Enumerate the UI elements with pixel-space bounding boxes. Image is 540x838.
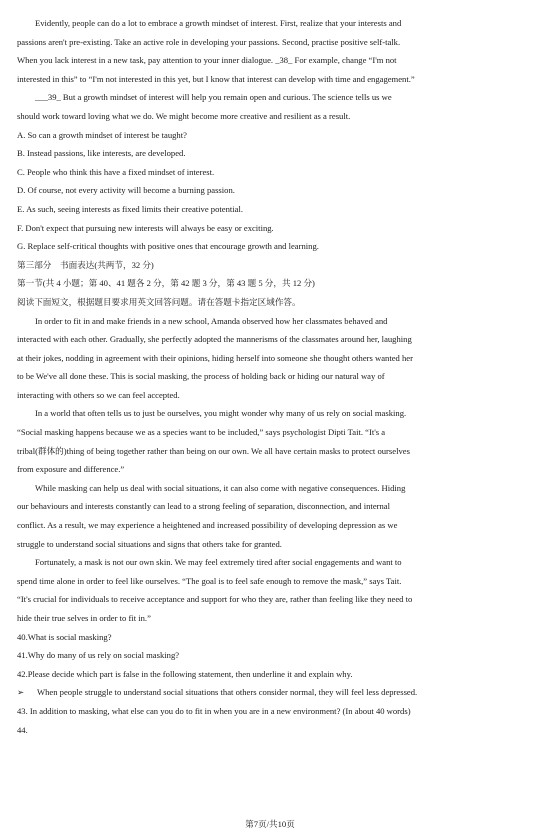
text-line xyxy=(17,219,517,238)
line-text: spend time alone in order to feel like ourselves. “The goal is to feel safe enough to remove the mask,” says Tait. xyxy=(17,575,402,586)
line-text: passions aren't pre-existing. Take an active role in developing your passions. Second, practise positive self-talk. xyxy=(17,36,401,47)
line-text: interacting with others so we can feel accepted. xyxy=(17,389,180,400)
line-text: from exposure and difference.” xyxy=(17,464,125,475)
line-text: tribal(群体的)thing of being together rather than being on our own. We all have certain masks to protect ourselves xyxy=(17,445,410,456)
line-text: Evidently, people can do a lot to embrace a growth mindset of interest. First, realize that your interests and xyxy=(35,18,402,28)
text-line xyxy=(17,200,517,219)
text-line xyxy=(17,683,517,702)
text-line xyxy=(17,497,517,516)
line-text: A. So can a growth mindset of interest be taught? xyxy=(17,129,187,140)
line-text: interacted with each other. Gradually, she perfectly adopted the mannerisms of the classmates around her, laughing xyxy=(17,334,412,345)
line-text: our behaviours and interests constantly can lead to a strong feeling of separation, disconnection, and internal xyxy=(17,501,390,512)
text-line xyxy=(17,51,517,70)
line-text: ___39_ But a growth mindset of interest will help you remain open and curious. The science tells us we xyxy=(35,92,392,103)
line-text: G. Replace self-critical thoughts with positive ones that encourage growth and learning. xyxy=(17,241,319,252)
text-line xyxy=(17,367,517,386)
text-line xyxy=(17,126,517,145)
line-text: C. People who think this have a fixed mindset of interest. xyxy=(17,166,215,177)
text-line xyxy=(17,293,517,312)
text-line xyxy=(17,237,517,256)
text-line xyxy=(17,386,517,405)
line-text: F. Don't expect that pursuing new interests will always be easy or exciting. xyxy=(17,222,274,233)
text-line xyxy=(17,349,517,368)
text-line xyxy=(17,404,517,423)
line-text: 40.What is social masking? xyxy=(17,631,112,642)
text-line xyxy=(17,256,517,275)
text-line xyxy=(17,33,517,52)
line-text: should work toward loving what we do. We might become more creative and resilient as a result. xyxy=(17,110,351,121)
text-line xyxy=(17,274,517,293)
line-text: 第三部分 书面表达(共两节，32 分) xyxy=(17,259,154,270)
line-text: 阅读下面短文，根据题目要求用英文回答问题。请在答题卡指定区域作答。 xyxy=(17,296,301,307)
text-line xyxy=(17,535,517,554)
text-line xyxy=(17,665,517,684)
text-line xyxy=(17,516,517,535)
line-text: Fortunately, a mask is not our own skin. We may feel extremely tired after social engagements and want to xyxy=(35,557,402,568)
line-text: 第一节(共 4 小题；第 40、41 题各 2 分，第 42 题 3 分，第 43 题 5 分，共 12 分) xyxy=(17,278,315,289)
text-line xyxy=(17,609,517,628)
text-line xyxy=(17,572,517,591)
line-text: 41.Why do many of us rely on social masking? xyxy=(17,650,180,661)
bullet-arrow-icon: ➢ xyxy=(17,687,25,698)
page-number: 第7页/共10页 xyxy=(245,819,295,829)
line-text: 44. xyxy=(17,724,28,735)
line-text: hide their true selves in order to fit in.” xyxy=(17,613,151,623)
line-text: interested in this” to “I'm not interested in this yet, but I know that interest can develop with time and engagement.” xyxy=(17,73,415,84)
text-line xyxy=(17,70,517,89)
text-line xyxy=(17,702,517,721)
document-body xyxy=(17,14,517,739)
line-text: “Social masking happens because we as a species want to be included,” says psychologist Dipti Tait. “It's a xyxy=(17,427,386,438)
line-text: 42.Please decide which part is false in the following statement, then underline it and explain why. xyxy=(17,668,353,679)
text-line xyxy=(17,163,517,182)
line-text: In order to fit in and make friends in a new school, Amanda observed how her classmates behaved and xyxy=(35,315,388,326)
text-line xyxy=(17,442,517,461)
text-line xyxy=(17,14,517,33)
line-text: In a world that often tells us to just be ourselves, you might wonder why many of us rely on social masking. xyxy=(35,408,407,419)
text-line xyxy=(17,144,517,163)
text-line xyxy=(17,628,517,647)
line-text: When you lack interest in a new task, pay attention to your inner dialogue. _38_ For example, change “I'm not xyxy=(17,55,397,66)
line-text: conflict. As a result, we may experience a heightened and increased possibility of developing depression as we xyxy=(17,520,398,531)
line-text: D. Of course, not every activity will become a burning passion. xyxy=(17,185,235,196)
line-text: 43. In addition to masking, what else can you do to fit in when you are in a new environment? (In about 40 words) xyxy=(17,705,411,716)
text-line xyxy=(17,88,517,107)
line-text: to be We've all done these. This is social masking, the process of holding back or hiding our natural way of xyxy=(17,371,385,382)
line-text: E. As such, seeing interests as fixed limits their creative potential. xyxy=(17,203,244,214)
text-line xyxy=(17,423,517,442)
text-line xyxy=(17,181,517,200)
line-text: While masking can help us deal with social situations, it can also come with negative consequences. Hiding xyxy=(35,482,406,493)
line-text: struggle to understand social situations and signs that others take for granted. xyxy=(17,538,282,549)
text-line xyxy=(17,330,517,349)
text-line xyxy=(17,312,517,331)
text-line xyxy=(17,646,517,665)
text-line xyxy=(17,721,517,740)
text-line xyxy=(17,460,517,479)
line-text: “It's crucial for individuals to receive acceptance and support for who they are, rather than feeling like they need to xyxy=(17,594,413,605)
text-line xyxy=(17,590,517,609)
text-line xyxy=(17,107,517,126)
line-text: at their jokes, nodding in agreement with their opinions, hiding herself into someone she thought others wanted her xyxy=(17,352,413,363)
text-line xyxy=(17,553,517,572)
line-text: When people struggle to understand social situations that others consider normal, they will feel less depressed. xyxy=(37,687,418,698)
text-line xyxy=(17,479,517,498)
line-text: B. Instead passions, like interests, are developed. xyxy=(17,148,186,159)
